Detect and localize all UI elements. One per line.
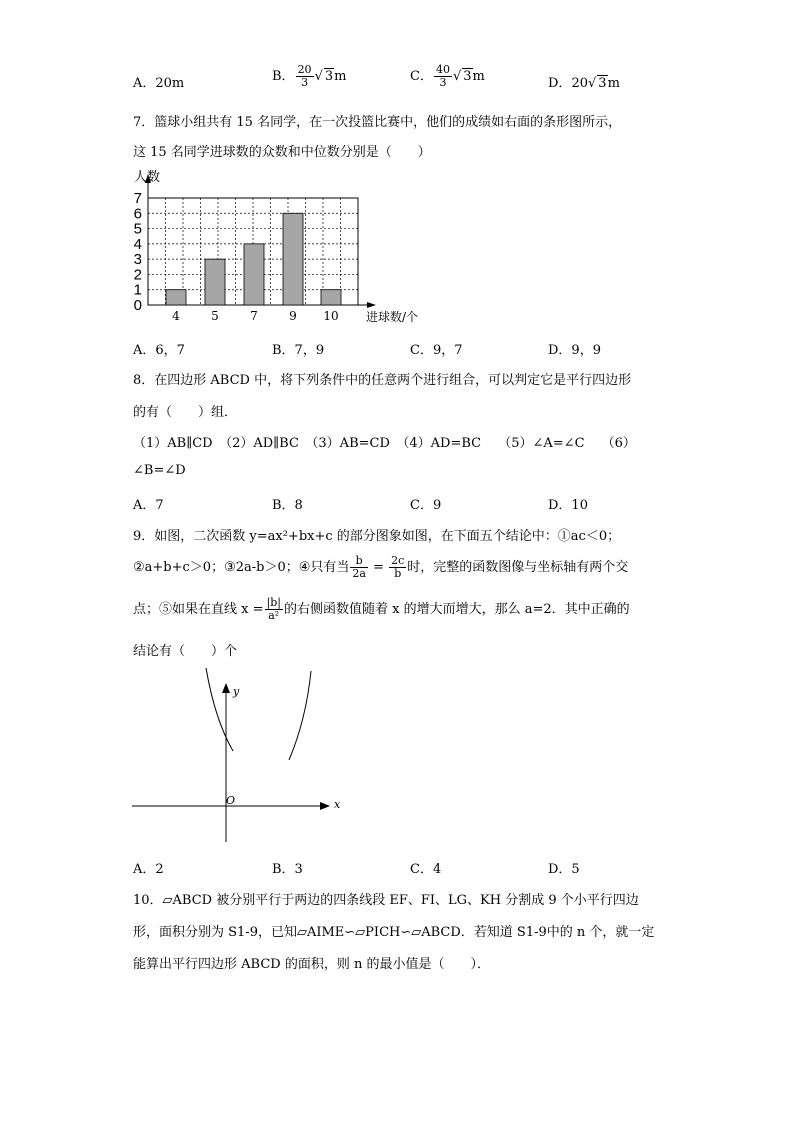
denominator: 2a [352, 567, 366, 580]
y-axis-arrow [222, 683, 230, 693]
coefficient: 20 [571, 76, 588, 91]
q9-option-b: B．3 [272, 862, 303, 877]
numerator: 40 [435, 63, 450, 76]
q9-stem-line-4: 结论有（ ）个 [133, 644, 238, 659]
q7-stem-line-1: 7．篮球小组共有 15 名同学，在一次投篮比赛中，他们的成绩如右面的条形图所示， [133, 115, 622, 130]
denominator: b [394, 567, 402, 580]
y-tick-label: 6 [133, 205, 142, 223]
q8-stem-line-2: 的有（ ）组． [133, 405, 238, 420]
y-tick-label: 1 [133, 281, 142, 299]
text: 点；⑤如果在直线 x = [133, 602, 264, 617]
x-tick-label: 4 [172, 309, 180, 323]
x-tick-label: 10 [323, 309, 339, 323]
denominator: 3 [439, 76, 447, 89]
numerator: 20 [297, 63, 312, 76]
x-axis-label: x [334, 798, 341, 811]
q8-option-c: C．9 [410, 498, 442, 513]
x-tick-label: 9 [289, 309, 297, 323]
q7-option-a: A．6，7 [133, 343, 185, 358]
radicand: 3 [463, 69, 472, 84]
equals-sign: = [368, 560, 389, 575]
numerator: 2c [391, 554, 405, 567]
q8-option-a: A．7 [133, 498, 164, 513]
unit: m [472, 69, 485, 84]
text: ②a+b+c＞0；③2a-b＞0；④只有当 [133, 560, 350, 575]
y-tick-label: 4 [133, 235, 142, 253]
q6-option-c: C． $\frac{40}{3}$ √ 3m [410, 63, 485, 89]
y-tick-label: 2 [133, 266, 142, 284]
y-axis-title: 人数 [134, 170, 161, 185]
y-tick-label: 3 [133, 251, 142, 269]
numerator: b [350, 555, 368, 568]
parabola-right-branch [289, 671, 311, 760]
option-value: 20m [155, 76, 185, 91]
y-tick-label: 5 [133, 220, 142, 238]
y-tick-label: 0 [133, 297, 142, 314]
y-axis-label: y [233, 685, 240, 698]
y-tick-label: 7 [133, 190, 142, 207]
q10-stem-line-1: 10．▱ABCD 被分别平行于两边的四条线段 EF、FI、LG、KH 分割成 9 个小平行四边 [133, 893, 639, 908]
q6-option-b: B． $\frac{20}{3}$ √ 3m [272, 63, 347, 89]
q7-option-d: D．9，9 [548, 343, 601, 358]
q7-option-b: B．7，9 [272, 343, 325, 358]
q10-stem-line-3: 能算出平行四边形 ABCD 的面积，则 n 的最小值是（ ）． [133, 957, 490, 972]
parabola-left-branch [206, 668, 233, 751]
x-axis-arrow [320, 802, 330, 810]
q9-option-d: D．5 [548, 862, 580, 877]
q8-condition-6: ∠B=∠D [133, 463, 186, 478]
radicand: 3 [598, 76, 607, 91]
x-axis-title: 进球数/个 [366, 310, 419, 324]
q9-option-a: A．2 [133, 862, 164, 877]
q8-option-b: B．8 [272, 498, 303, 513]
x-tick-label: 7 [250, 309, 258, 323]
text: 时，完整的函数图像与坐标轴有两个交 [407, 560, 629, 575]
q8-stem-line-1: 8．在四边形 ABCD 中，将下列条件中的任意两个进行组合，可以判定它是平行四边形 [133, 373, 632, 388]
q7-option-c: C．9，7 [410, 343, 463, 358]
text: 的右侧函数值随着 x 的增大而增大，那么 a=2．其中正确的 [283, 602, 630, 617]
q9-option-c: C．4 [410, 862, 442, 877]
origin-label: O [226, 794, 236, 807]
radicand: 3 [324, 69, 334, 84]
unit: m [334, 69, 347, 84]
unit: m [607, 76, 620, 91]
q8-conditions: （1）AB∥CD （2）AD∥BC （3）AB=CD （4）AD=BC （5）∠A=∠C （6） [133, 436, 636, 451]
numerator: |b| [266, 596, 281, 609]
x-tick-label: 5 [211, 309, 219, 323]
option-key: A． [133, 76, 156, 91]
q7-stem-line-2: 这 15 名同学进球数的众数和中位数分别是（ ） [133, 145, 431, 160]
option-key: C． [410, 69, 433, 84]
q8-option-d: D．10 [548, 498, 588, 513]
denominator: 3 [301, 76, 309, 89]
option-key: B． [272, 69, 295, 84]
q9-stem-line-1: 9．如图，二次函数 y=ax²+bx+c 的部分图象如图，在下面五个结论中：①ac＜0； [133, 529, 621, 544]
option-key: D． [548, 76, 572, 91]
denominator: a² [268, 609, 280, 622]
q10-stem-line-2: 形，面积分别为 S1-9，已知▱AIME∽▱PICH∽▱ABCD．若知道 S1-9中的 n 个，就一定 [133, 925, 655, 940]
q6-option-d: D．20√ 3m [548, 76, 620, 91]
